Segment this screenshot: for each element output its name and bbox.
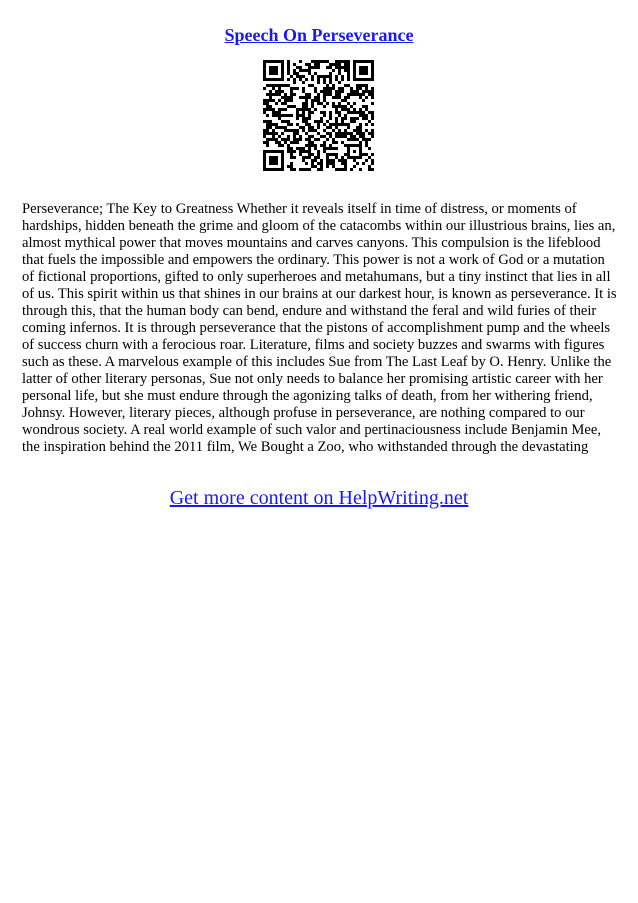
get-more-content-link[interactable]: Get more content on HelpWriting.net <box>169 487 469 509</box>
qr-code-icon[interactable] <box>263 60 374 171</box>
page-title-link[interactable]: Speech On Perseverance <box>224 25 414 45</box>
essay-excerpt: Perseverance; The Key to Greatness Whether it reveals itself in time of distress, or moments of hardships, hidden beneath the grime and gloom of the catacombs within our illustrious brains, lies an, almost mythical power that moves mountains and carves canyons. This compulsion is the lifeblood that fuels the impossible and empowers the ordinary. This power is not a work of God or a mutation of fictional proportions, gifted to only superheroes and metahumans, but a tiny instinct that lies in all of us. This spirit within us that shines in our brains at our darkest hour, is known as perseverance. It is through this, that the human body can bend, endure and withstand the feral and wild furies of their coming infernos. It is through perseverance that the pistons of accomplishment pump and the wheels of success churn with a ferocious roar. Literature, films and society buzzes and swarms with figures such as these. A marvelous example of this includes Sue from The Last Leaf by O. Henry. Unlike the latter of other literary personas, Sue not only needs to balance her promising artistic career with her personal life, but she must endure through the agonizing talks of death, from her withering friend, Johnsy. However, literary pieces, although profuse in perseverance, are nothing compared to our wondrous society. A real world example of such valor and pertinaciousness include Benjamin Mee, the inspiration behind the 2011 film, We Bought a Zoo, who withstanded through the devastating <box>22 201 617 455</box>
